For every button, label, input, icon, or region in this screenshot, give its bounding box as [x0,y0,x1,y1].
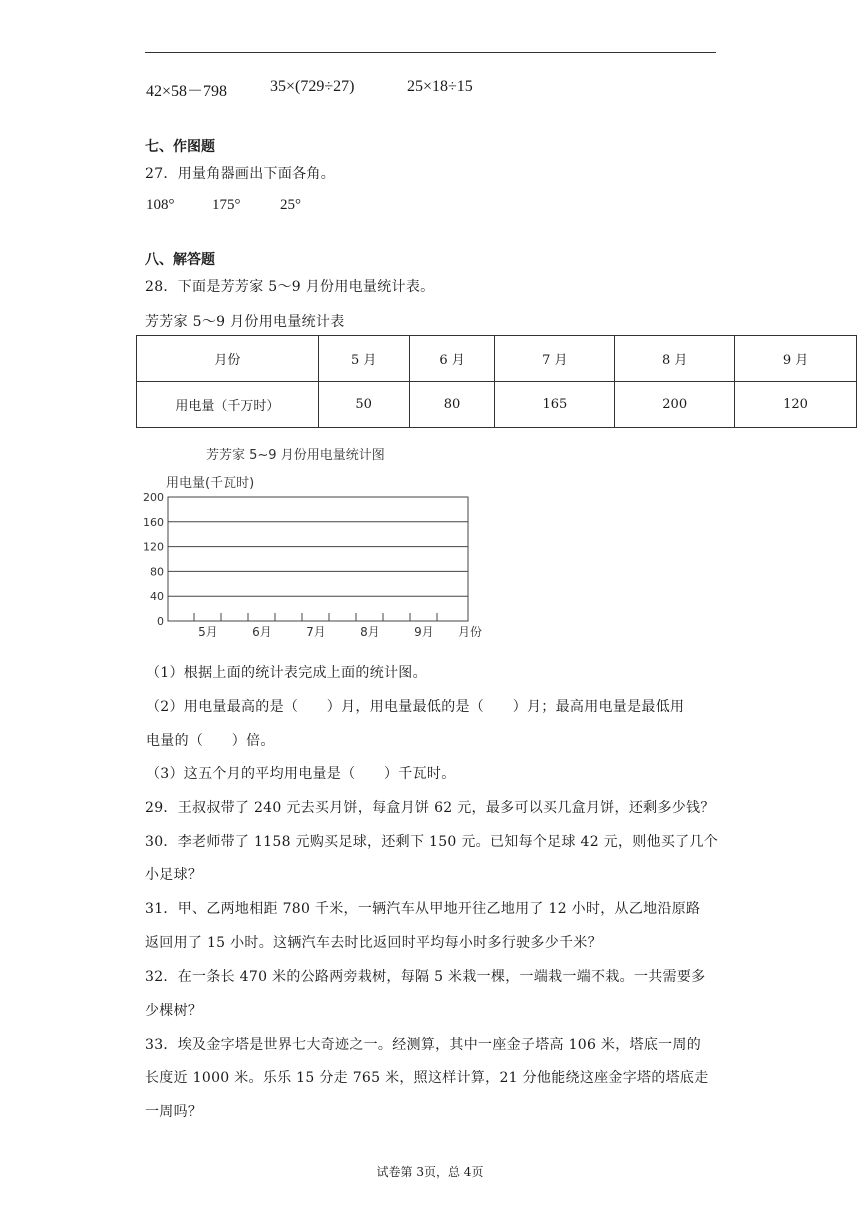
chart-y-label: 用电量(千瓦时) [166,476,255,491]
question-28: 28．下面是芳芳家 5～9 月份用电量统计表。 [145,279,435,295]
table-cell: 120 [735,382,857,428]
sub-question-2-line-1: （2）用电量最高的是（ ）月，用电量最低的是（ ）月；最高用电量是最低用 [146,699,685,715]
question-33-line-2: 长度近 1000 米。乐乐 15 分走 765 米，照这样计算，21 分他能绕这座金字塔的塔底走 [145,1070,709,1086]
table-cell: 50 [318,382,409,428]
sub-question-2-line-2: 电量的（ ）倍。 [146,733,275,749]
question-31-line-2: 返回用了 15 小时。这辆汽车去时比返回时平均每小时多行驶多少千米？ [145,935,602,951]
chart-x-tick-label: 5月 [198,625,218,639]
table-header-month: 月份 [137,336,319,382]
question-30-line-1: 30．李老师带了 1158 元购买足球，还剩下 150 元。已知每个足球 42 元，则他买了几个 [145,834,719,850]
question-30-line-2: 小足球？ [145,867,203,883]
chart-y-tick-label: 40 [150,590,164,604]
angle-175: 175° [212,197,241,213]
question-33-line-1: 33．埃及金字塔是世界七大奇迹之一。经测算，其中一座金子塔高 106 米，塔底一周的 [145,1037,702,1053]
chart-x-tick-label: 9月 [414,625,434,639]
table-row-months [137,336,857,382]
question-29: 29．王叔叔带了 240 元去买月饼，每盒月饼 62 元，最多可以买几盒月饼，还剩多少钱？ [145,800,715,816]
question-33-line-3: 一周吗？ [145,1104,203,1120]
calc-2: 35×(729÷27) [270,78,355,95]
chart-x-label: 月份 [457,625,483,639]
chart-svg [136,440,496,640]
table-cell: 5 月 [318,336,409,382]
chart-x-tick-label: 8月 [360,625,380,639]
section-7-heading: 七、作图题 [145,139,215,155]
chart-y-tick-label: 0 [157,615,164,628]
chart-y-tick-label: 80 [150,565,164,579]
chart-plot-frame [168,497,468,621]
table-cell: 9 月 [735,336,857,382]
angle-108: 108° [146,197,175,213]
chart-y-tick-label: 160 [143,515,164,529]
sub-question-3: （3）这五个月的平均用电量是（ ）千瓦时。 [146,766,456,782]
question-31-line-1: 31．甲、乙两地相距 780 千米，一辆汽车从甲地开往乙地用了 12 小时，从乙地沿原路 [145,901,701,917]
question-32-line-1: 32．在一条长 470 米的公路两旁栽树，每隔 5 米栽一棵，一端栽一端不栽。一共需要多 [145,969,706,985]
sub-question-1: （1）根据上面的统计表完成上面的统计图。 [146,665,427,681]
chart-y-tick-label: 200 [143,491,164,504]
calc-3: 25×18÷15 [407,78,473,95]
question-27: 27．用量角器画出下面各角。 [145,166,336,182]
question-32-line-2: 少棵树？ [145,1003,203,1019]
table-cell: 200 [615,382,735,428]
table-cell: 80 [409,382,495,428]
usage-chart [136,440,496,640]
chart-title: 芳芳家 5~9 月份用电量统计图 [206,448,385,463]
chart-x-tick-label: 6月 [252,625,272,639]
angle-25: 25° [280,197,301,213]
usage-table [136,335,857,428]
top-rule [145,52,716,53]
table-cell: 8 月 [615,336,735,382]
table-cell: 7 月 [495,336,615,382]
table-row-usage [137,382,857,428]
table-header-usage: 用电量（千万时） [137,382,319,428]
calc-1: 42×58－798 [146,83,228,100]
chart-y-tick-label: 120 [143,540,164,554]
page-footer: 试卷第 3页，总 4页 [376,1165,484,1179]
chart-x-tick-label: 7月 [306,625,326,639]
table-cell: 165 [495,382,615,428]
table-cell: 6 月 [409,336,495,382]
table-caption: 芳芳家 5～9 月份用电量统计表 [145,314,345,330]
section-8-heading: 八、解答题 [145,252,215,268]
